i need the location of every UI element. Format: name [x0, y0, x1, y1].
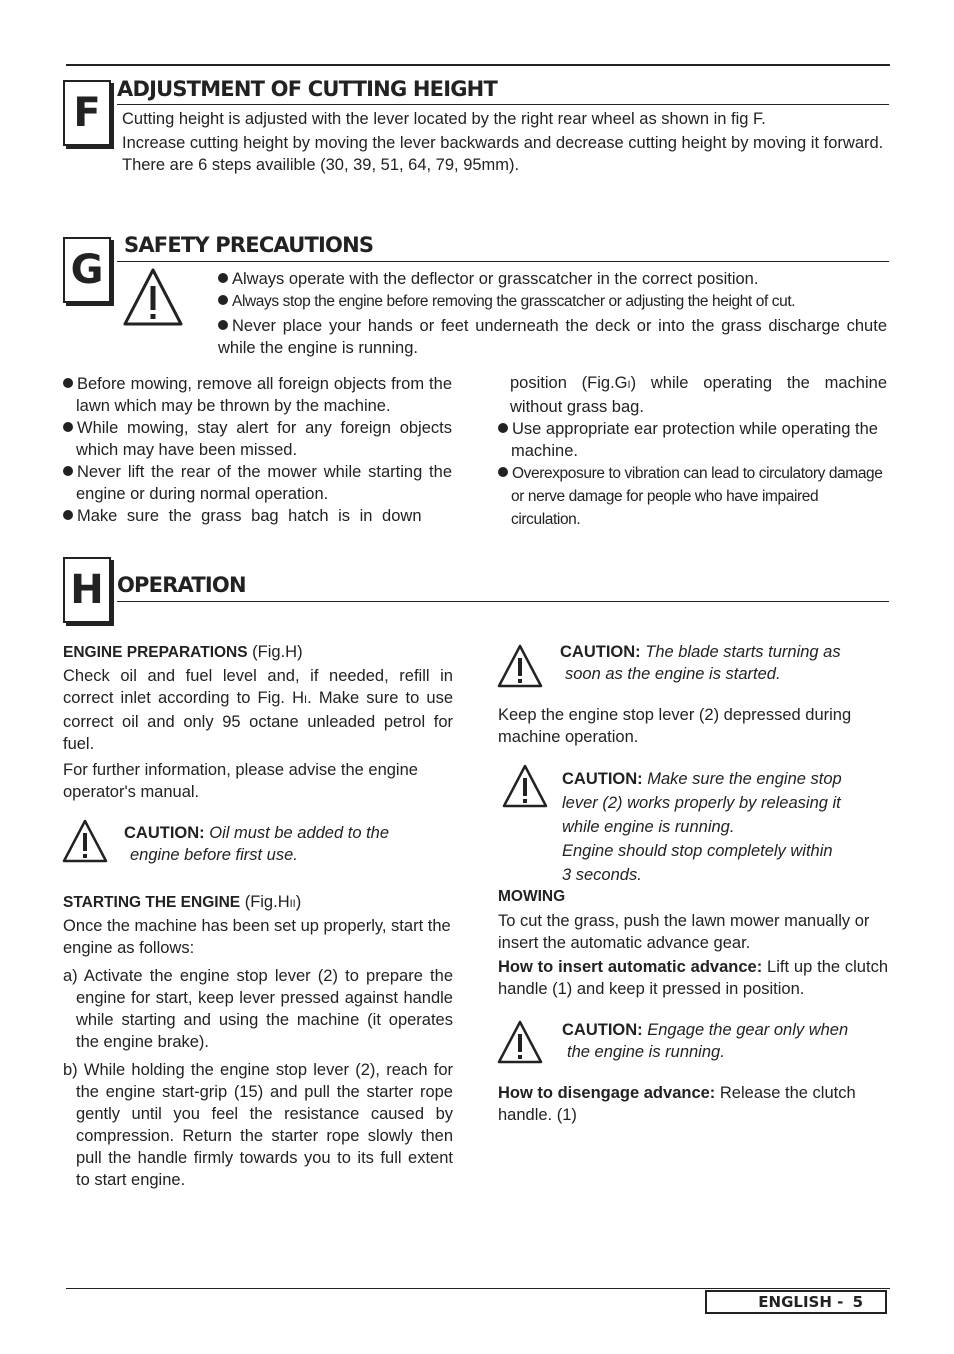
top-rule	[66, 64, 890, 66]
list-item: Make sure the grass bag hatch is in down	[63, 505, 452, 527]
starting-p: Once the machine has been set up properly, start the engine as follows:	[63, 917, 451, 957]
footer-rule	[66, 1288, 890, 1289]
starting-heading: STARTING THE ENGINE (Fig.HII)	[63, 893, 302, 911]
engine-prep-p2: For further information, please advise the engine operator's manual.	[63, 761, 418, 801]
bullet-dot-icon	[218, 273, 228, 283]
bullet-dot-icon	[218, 320, 228, 330]
section-title-g: SAFETY PRECAUTIONS	[124, 233, 374, 257]
section-rule-g	[117, 261, 889, 262]
page-number: 5	[852, 1293, 863, 1311]
section-title-f: ADJUSTMENT OF CUTTING HEIGHT	[117, 77, 497, 101]
engine-prep-heading: ENGINE PREPARATIONS (Fig.H)	[63, 643, 303, 661]
warning-triangle-icon	[61, 818, 109, 864]
bullet-dot-icon	[63, 378, 73, 388]
insert-advance-p: How to insert automatic advance: Lift up the clutch handle (1) and keep it pressed in position.	[498, 958, 888, 998]
bullet-dot-icon	[498, 467, 508, 477]
disengage-advance-p: How to disengage advance: Release the clutch handle. (1)	[498, 1084, 856, 1124]
section-letter-h: H	[63, 557, 111, 623]
list-item: While mowing, stay alert for any foreign objects which may have been missed.	[63, 417, 452, 461]
caution-stop-lever: CAUTION: Make sure the engine stop lever (2) works properly by releasing it while engine is running. Engine should stop completely within 3 seconds.	[562, 770, 842, 884]
cutting-height-p2: Increase cutting height by moving the lever backwards and decrease cutting height by moving it forward. There are 6 steps availible (30, 39, 51, 64, 79, 95mm).	[122, 134, 884, 174]
starting-step-b: b) While holding the engine stop lever (2), reach for the engine start-grip (15) and pull the starter rope gently until you feel the resistance caused by compression. Return the starter rope slowly then pull the handle firmly towards you to its full extent to start engine.	[63, 1061, 453, 1189]
section-title-h: OPERATION	[117, 573, 246, 597]
list-item: Always stop the engine before removing the grasscatcher or adjusting the height of cut.	[218, 291, 887, 313]
list-item: Before mowing, remove all foreign objects from the lawn which may be thrown by the machine.	[63, 373, 452, 417]
caution-blade: CAUTION: The blade starts turning as soon as the engine is started.	[560, 643, 841, 683]
list-item: Overexposure to vibration can lead to circulatory damage or nerve damage for people who have impaired circulation.	[498, 462, 887, 531]
section-rule-f	[117, 104, 889, 105]
engine-prep-p1: Check oil and fuel level and, if needed, refill in correct inlet according to Fig. HI. Make sure to use correct oil and only 95 octane unleaded petrol for fuel.	[63, 667, 453, 753]
safety-warn-list	[218, 268, 887, 359]
bullet-dot-icon	[498, 423, 508, 433]
bullet-dot-icon	[63, 466, 73, 476]
list-item: Always operate with the deflector or grasscatcher in the correct position.	[218, 268, 887, 290]
mowing-heading: MOWING	[498, 888, 566, 905]
footer-language: ENGLISH -	[758, 1293, 849, 1311]
section-letter-f: F	[63, 80, 111, 146]
caution-gear: CAUTION: Engage the gear only when the engine is running.	[562, 1021, 849, 1061]
starting-step-a: a) Activate the engine stop lever (2) to prepare the engine for start, keep lever pressed against handle while starting and using the machine (it operates the engine brake).	[63, 967, 453, 1051]
list-item-continued: position (Fig.GI) while operating the machine without grass bag.	[510, 374, 887, 416]
keep-lever-p: Keep the engine stop lever (2) depressed during machine operation.	[498, 706, 852, 746]
safety-left-list	[63, 373, 452, 527]
warning-triangle-icon	[122, 266, 184, 328]
warning-triangle-icon	[496, 1019, 544, 1065]
list-item: Use appropriate ear protection while operating the machine.	[498, 418, 887, 462]
safety-right-list	[498, 372, 887, 531]
warning-triangle-icon	[501, 763, 549, 809]
bullet-dot-icon	[63, 510, 73, 520]
section-rule-h	[117, 601, 889, 602]
cutting-height-p1: Cutting height is adjusted with the lever located by the right rear wheel as shown in fig F.	[122, 110, 766, 128]
list-item: Never place your hands or feet underneath the deck or into the grass discharge chute while the engine is running.	[218, 317, 887, 357]
bullet-dot-icon	[63, 422, 73, 432]
bullet-dot-icon	[218, 295, 228, 305]
warning-triangle-icon	[496, 643, 544, 689]
caution-oil: CAUTION: Oil must be added to the engine before first use.	[124, 824, 390, 864]
section-letter-g: G	[63, 237, 111, 303]
page-footer-badge	[705, 1290, 887, 1314]
mowing-p: To cut the grass, push the lawn mower manually or insert the automatic advance gear.	[498, 912, 870, 952]
list-item: Never lift the rear of the mower while starting the engine or during normal operation.	[63, 461, 452, 505]
